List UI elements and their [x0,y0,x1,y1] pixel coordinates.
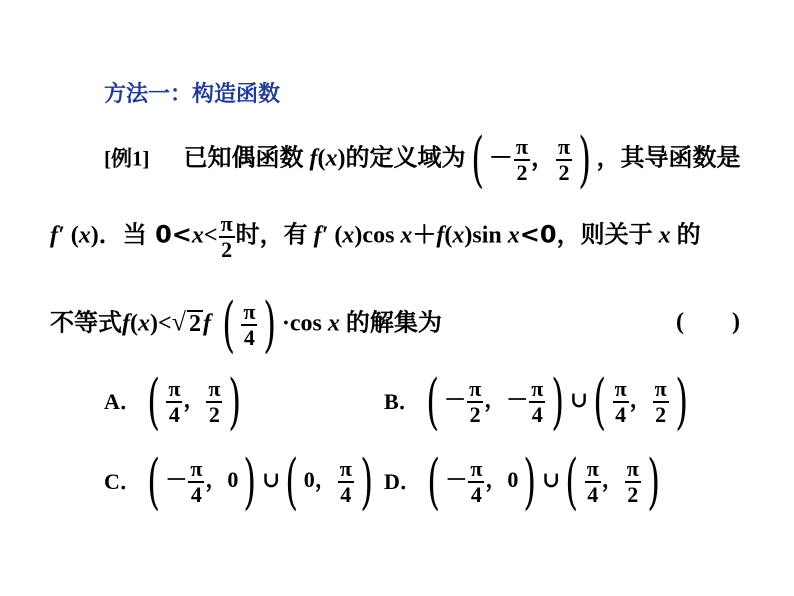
fraction-pi-over-2: $\frac{\pi}{2}$ [220,211,233,262]
fraction-pi-over-4: $\frac{\pi}{4}$ [243,299,256,350]
problem-line-3: 不等式f(x)<√ 2f ( $\frac{\pi}{4}$ ) ·cos x 的解集为 [50,290,442,360]
heading-text: 方法一：构造函数 [104,82,281,107]
sqrt-sign: √ [171,307,186,337]
section-heading [104,84,280,106]
problem-line-2: f′ (x)．当 0<x< $\frac{\pi}{2}$ 时，有 f′ (x)cos x＋f(x)sin x<0，则关于 x 的 [50,211,701,262]
choice-c[interactable]: C．( － $\frac{\pi}{4}$ ，0) ∪( 0， $\frac{\pi}{4}$ ) [104,447,373,517]
fraction-pi-over-2: $\frac{\pi}{2}$ [557,134,571,185]
choice-a[interactable]: A．( $\frac{\pi}{4}$ ， $\frac{\pi}{2}$ ) [104,367,242,437]
problem-line-1: [例1] 已知偶函数 f(x)的定义域为( － $\frac{\pi}{2}$ ， $\frac{\pi}{2}$ ) ，其导函数是 [104,125,741,195]
answer-blank: ( ) [676,309,740,335]
example-tag: [例1] [104,146,150,171]
choice-d[interactable]: D．( － $\frac{\pi}{4}$ ，0) ∪( $\frac{\pi}{4}$ ， $\frac{\pi}{2}$ ) [384,447,660,517]
fraction-pi-over-2: $\frac{\pi}{2}$ [515,134,528,185]
choice-b[interactable]: B．( － $\frac{\pi}{2}$ ，－ $\frac{\pi}{4}$ ) ∪( $\frac{\pi}{4}$ ， $\frac{\pi}{2}$ ) [384,367,688,437]
